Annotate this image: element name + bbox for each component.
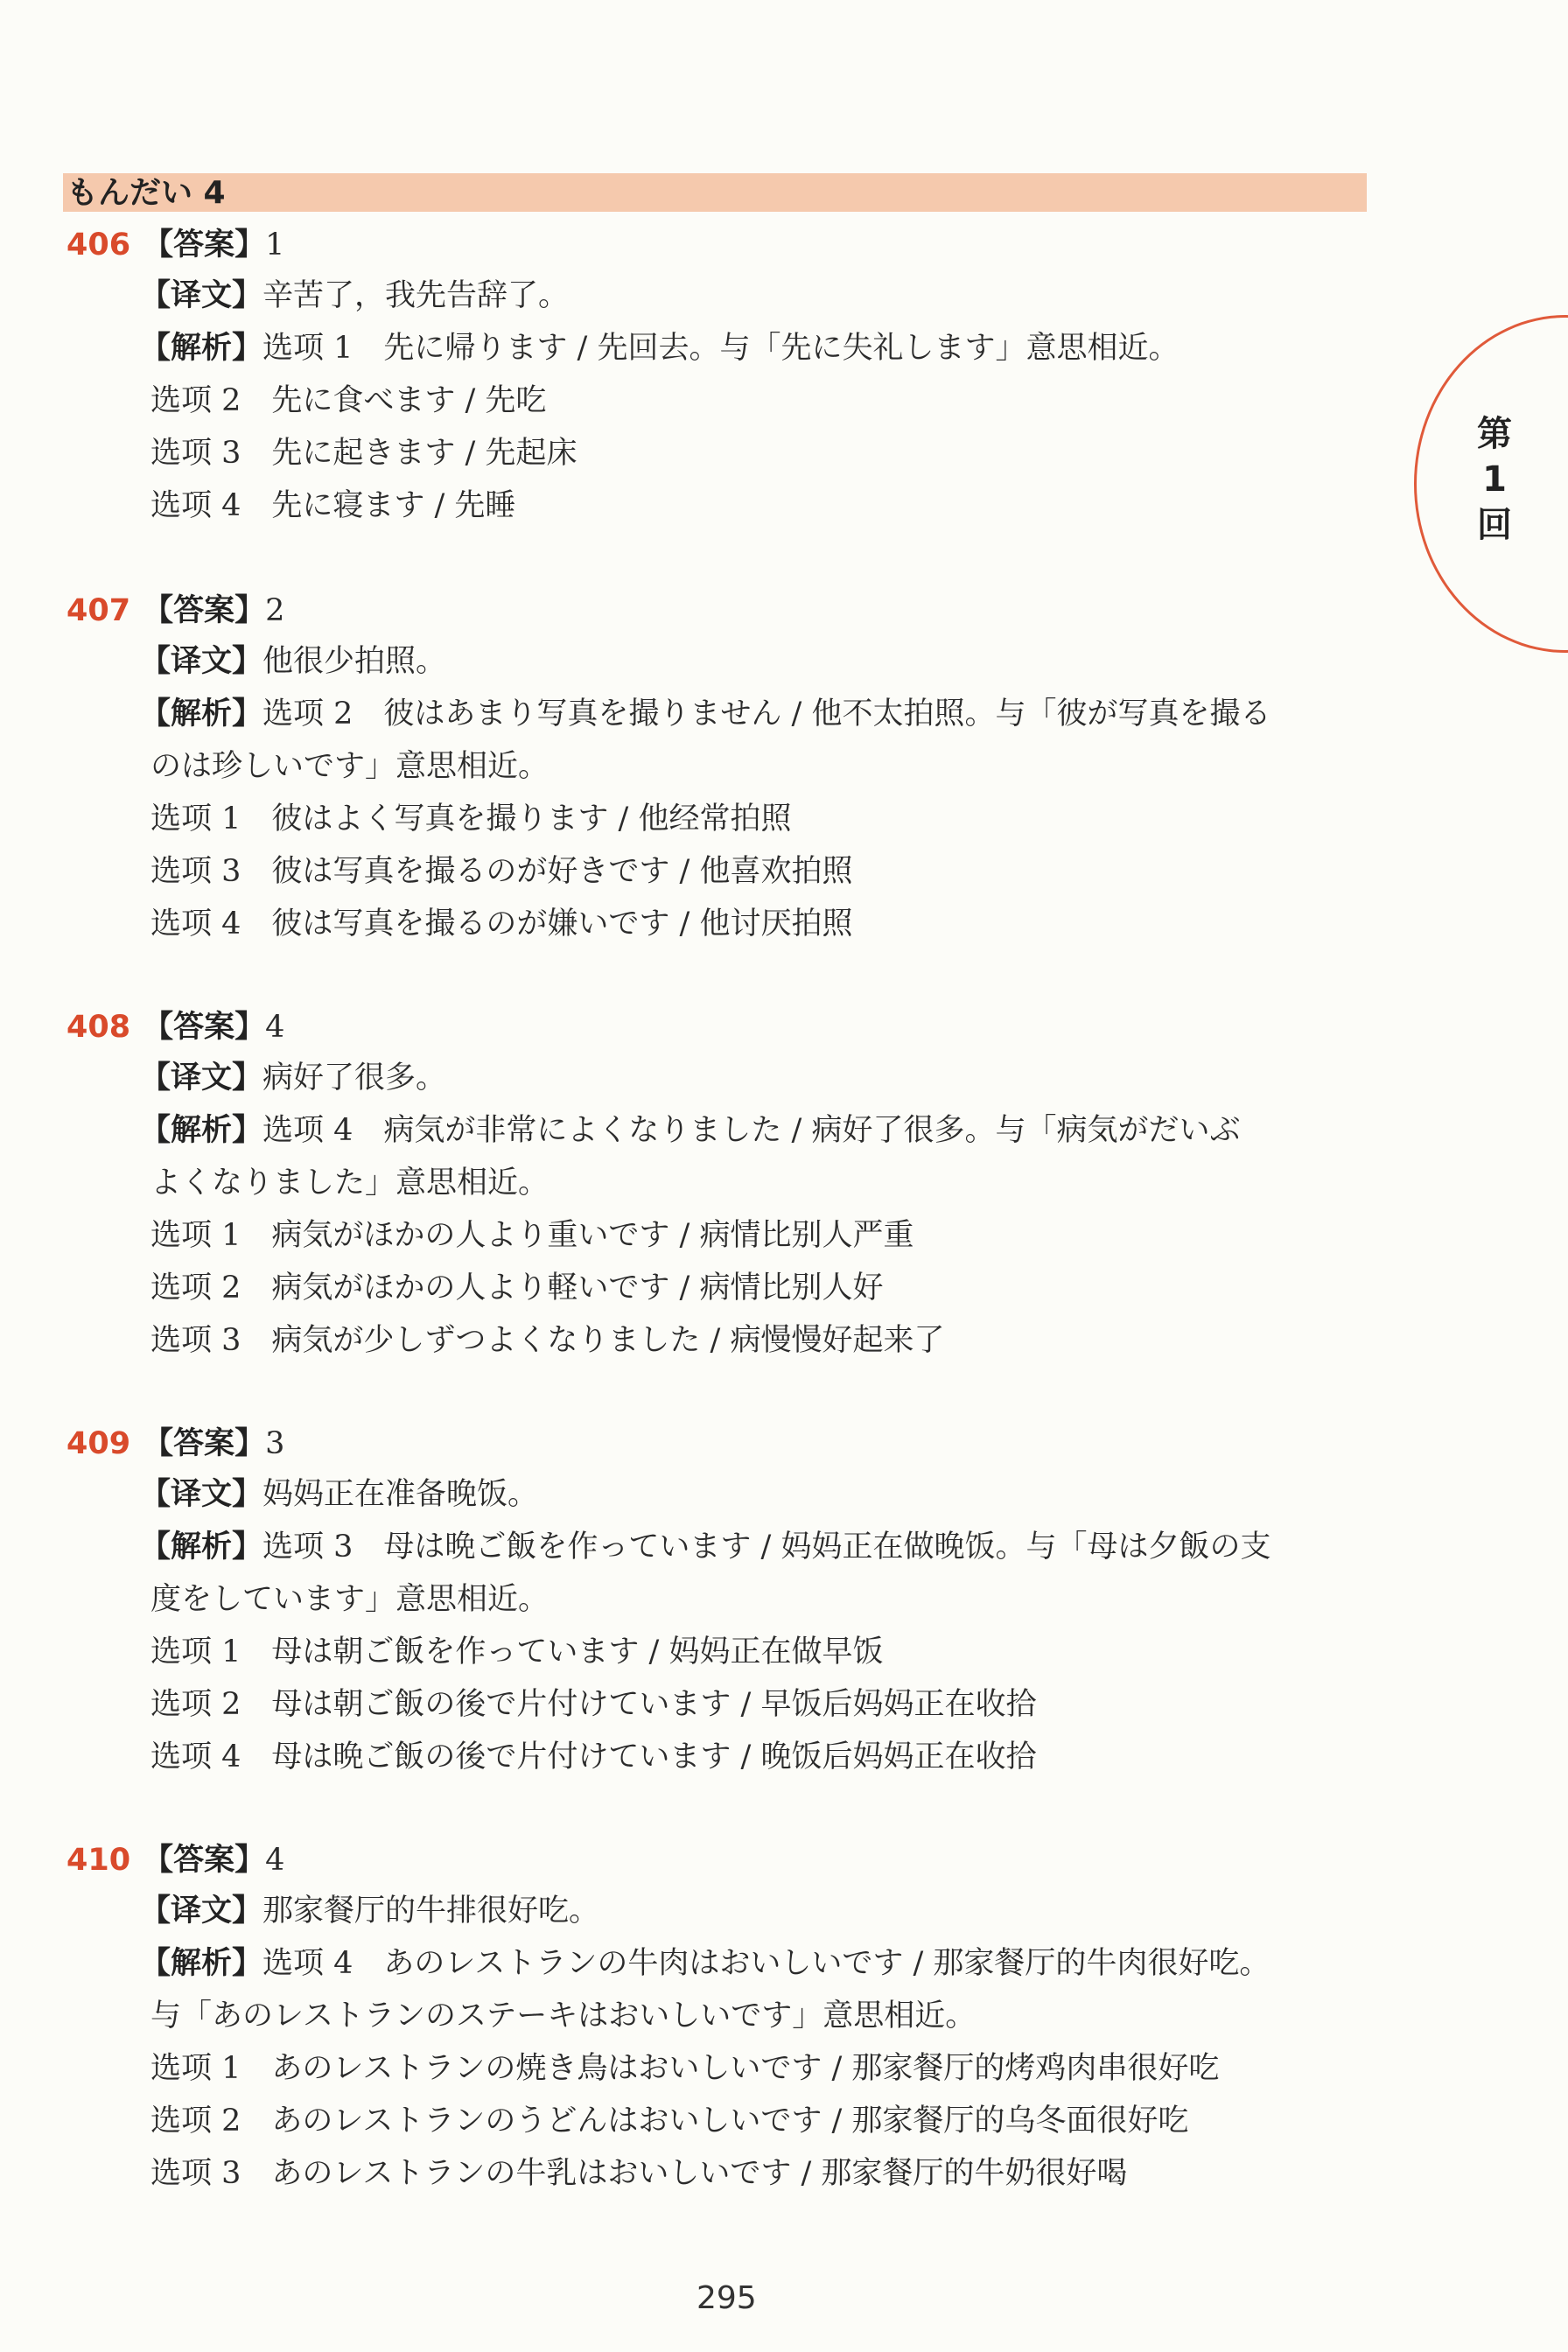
section-title: もんだい 4: [66, 175, 226, 211]
question-number: 406: [66, 228, 131, 262]
translation-tag: 【译文】: [140, 278, 263, 313]
analysis-line: 选项 4 あのレストランの牛肉はおいしいです / 那家餐厅的牛肉很好吃。: [262, 1946, 1270, 1981]
translation-tag: 【译文】: [140, 1060, 263, 1096]
analysis-tag: 【解析】: [140, 1530, 263, 1564]
question-number: 407: [66, 593, 131, 628]
question-number: 409: [66, 1426, 131, 1461]
question-number: 408: [66, 1010, 131, 1045]
translation-text: 病好了很多。: [262, 1060, 447, 1096]
answer-value: 4: [265, 1010, 285, 1045]
analysis-tag: 【解析】: [140, 331, 263, 366]
option-line: 选项 3 病気が少しずつよくなりました / 病慢慢好起来了: [150, 1323, 945, 1358]
answer-tag: 【答案】: [143, 1426, 266, 1461]
answer-tag: 【答案】: [143, 1843, 266, 1878]
analysis-tag: 【解析】: [140, 1946, 263, 1981]
answer-tag: 【答案】: [143, 228, 266, 262]
translation-tag: 【译文】: [140, 644, 263, 679]
analysis-line: 选项 1 先に帰ります / 先回去。与「先に失礼します」意思相近。: [262, 331, 1180, 366]
option-line: 选项 3 あのレストランの牛乳はおいしいです / 那家餐厅的牛奶很好喝: [150, 2156, 1128, 2191]
option-line: 选项 2 母は朝ご飯の後で片付けています / 早饭后妈妈正在收拾: [150, 1687, 1037, 1722]
option-line: 选项 4 先に寝ます / 先睡: [150, 488, 516, 523]
translation-text: 辛苦了，我先告辞了。: [262, 278, 570, 313]
question-number: 410: [66, 1843, 131, 1878]
chapter-label-char-1: 第: [1477, 414, 1512, 454]
translation-tag: 【译文】: [140, 1894, 263, 1928]
option-line: 选项 2 先に食べます / 先吃: [150, 383, 547, 418]
option-line: 选项 1 彼はよく写真を撮ります / 他经常拍照: [150, 802, 792, 836]
answer-tag: 【答案】: [143, 1010, 266, 1045]
option-line: 选项 1 病気がほかの人より重いです / 病情比别人严重: [150, 1218, 914, 1253]
analysis-tag: 【解析】: [140, 1113, 263, 1148]
chapter-label-char-3: 回: [1477, 505, 1512, 545]
option-line: 选项 2 あのレストランのうどんはおいしいです / 那家餐厅的乌冬面很好吃: [150, 2104, 1189, 2138]
option-line: 选项 1 母は朝ご飯を作っています / 妈妈正在做早饭: [150, 1634, 884, 1670]
option-line: 选项 3 先に起きます / 先起床: [150, 436, 578, 471]
option-line: 选项 2 病気がほかの人より軽いです / 病情比别人好: [150, 1270, 884, 1306]
analysis-line-continued: 与「あのレストランのステーキはおいしいです」意思相近。: [150, 1998, 976, 2034]
answer-tag: 【答案】: [143, 593, 266, 628]
answer-value: 4: [265, 1843, 285, 1878]
translation-text: 妈妈正在准备晚饭。: [262, 1477, 539, 1512]
answer-value: 1: [265, 228, 285, 262]
option-line: 选项 4 母は晩ご飯の後で片付けています / 晚饭后妈妈正在收拾: [150, 1740, 1037, 1774]
analysis-line: 选项 4 病気が非常によくなりました / 病好了很多。与「病気がだいぶ: [262, 1113, 1241, 1148]
analysis-line-continued: よくなりました」意思相近。: [150, 1166, 550, 1200]
analysis-tag: 【解析】: [140, 696, 263, 732]
chapter-label: [1477, 411, 1512, 548]
page-number: 295: [696, 2280, 757, 2316]
answer-value: 2: [265, 593, 285, 628]
option-line: 选项 1 あのレストランの焼き鳥はおいしいです / 那家餐厅的烤鸡肉串很好吃: [150, 2051, 1220, 2086]
translation-tag: 【译文】: [140, 1477, 263, 1512]
analysis-line: 选项 2 彼はあまり写真を撮りません / 他不太拍照。与「彼が写真を撮る: [262, 696, 1271, 732]
analysis-line-continued: のは珍しいです」意思相近。: [150, 749, 550, 784]
analysis-line-continued: 度をしています」意思相近。: [150, 1582, 550, 1617]
translation-text: 他很少拍照。: [262, 644, 447, 679]
answer-value: 3: [265, 1426, 285, 1461]
translation-text: 那家餐厅的牛排很好吃。: [262, 1894, 600, 1928]
chapter-label-char-2: 1: [1482, 459, 1507, 500]
analysis-line: 选项 3 母は晩ご飯を作っています / 妈妈正在做晚饭。与「母は夕飯の支: [262, 1530, 1271, 1564]
option-line: 选项 4 彼は写真を撮るのが嫌いです / 他讨厌拍照: [150, 906, 853, 942]
option-line: 选项 3 彼は写真を撮るのが好きです / 他喜欢拍照: [150, 854, 853, 889]
section-header-bar: [63, 173, 1367, 212]
